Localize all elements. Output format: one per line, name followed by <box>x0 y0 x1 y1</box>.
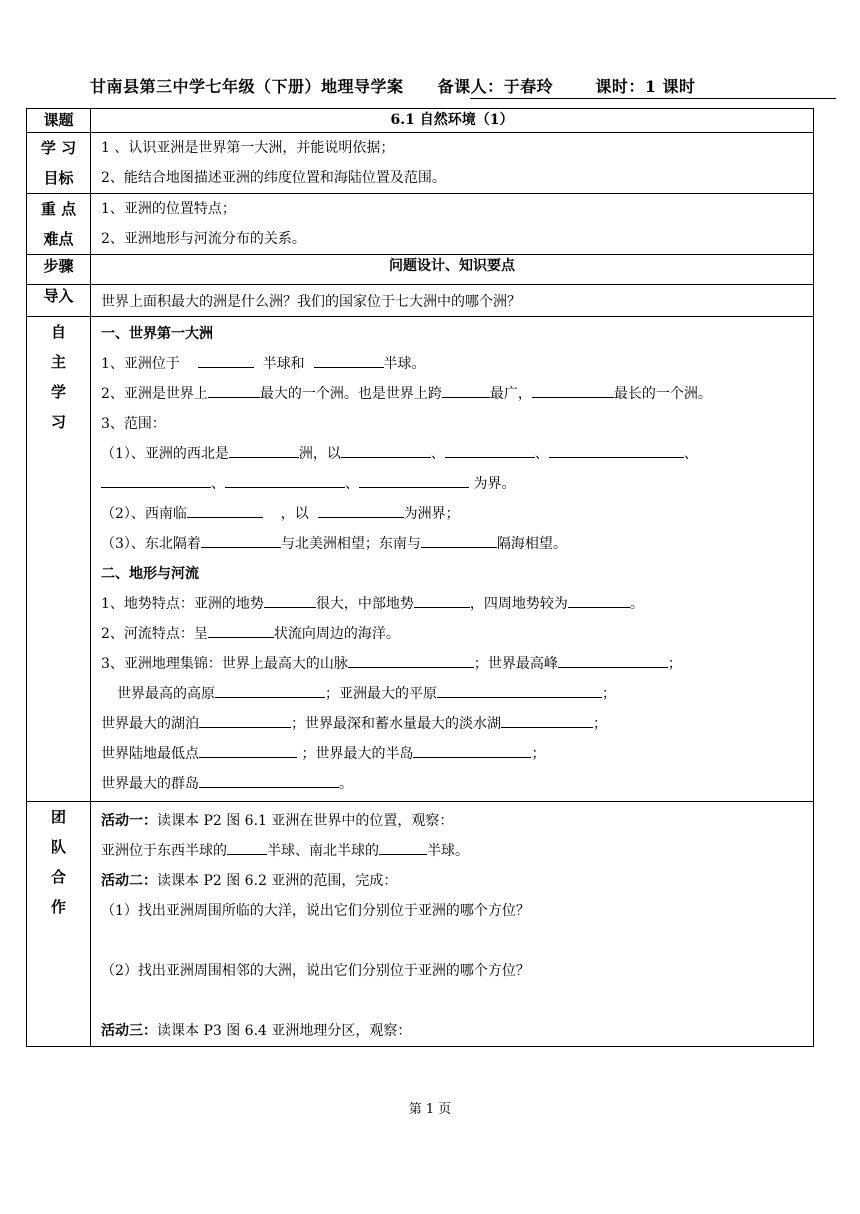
fill-line: 1、地势特点：亚洲的地势 很大，中部地势 ，四周地势较为 。 <box>101 589 803 619</box>
blank[interactable] <box>341 441 431 458</box>
blank[interactable] <box>413 741 531 758</box>
blank[interactable] <box>318 501 404 518</box>
keypoint-item: 2、亚洲地形与河流分布的关系。 <box>101 231 306 247</box>
blank[interactable] <box>501 711 593 728</box>
header-period: 课时：1 课时 <box>595 77 696 96</box>
fill-line: 3、范围： <box>101 416 166 432</box>
intro-value: 世界上面积最大的洲是什么洲？我们的国家位于七大洲中的哪个洲？ <box>91 285 814 317</box>
blank[interactable] <box>227 838 267 855</box>
blank[interactable] <box>359 471 469 488</box>
blank[interactable] <box>348 651 474 668</box>
fill-line: 世界陆地最低点 ；世界最大的半岛 ； <box>101 739 803 769</box>
blank[interactable] <box>549 441 684 458</box>
blank[interactable] <box>421 531 497 548</box>
goal-item: 1 、认识亚洲是世界第一大洲，并能说明依据； <box>101 140 395 156</box>
steps-value: 问题设计、知识要点 <box>91 255 814 285</box>
row-goals <box>27 133 814 194</box>
fill-line: （3）、东北隔着 与北美洲相望；东南与 隔海相望。 <box>101 529 803 559</box>
blank[interactable] <box>208 381 260 398</box>
fill-line: 、 、 为界。 <box>101 469 803 499</box>
blank[interactable] <box>199 711 291 728</box>
steps-label: 步骤 <box>27 255 91 285</box>
blank[interactable] <box>201 531 281 548</box>
activity-line: 活动一：读课本 P2 图 6.1 亚洲在世界中的位置，观察： <box>101 813 454 829</box>
fill-line: 1、亚洲位于 半球和 半球。 <box>101 349 803 379</box>
fill-line: 世界最高的高原 ；亚洲最大的平原 ； <box>101 679 803 709</box>
blank[interactable] <box>532 381 614 398</box>
row-steps <box>27 255 814 285</box>
keypoints-label: 重 点 难点 <box>27 194 91 255</box>
blank[interactable] <box>199 771 339 788</box>
row-team <box>27 802 814 1047</box>
goal-item: 2、能结合地图描述亚洲的纬度位置和海陆位置及范围。 <box>101 170 446 186</box>
keypoints-content <box>91 194 814 255</box>
section-heading: 二、地形与河流 <box>101 566 199 582</box>
blank[interactable] <box>264 591 316 608</box>
row-topic <box>27 109 814 133</box>
activity-title: 活动一： <box>101 813 157 829</box>
header-rule <box>470 98 836 99</box>
blank[interactable] <box>442 381 490 398</box>
blank[interactable] <box>558 651 668 668</box>
blank[interactable] <box>208 621 274 638</box>
blank[interactable] <box>437 681 602 698</box>
blank[interactable] <box>568 591 630 608</box>
page-header <box>90 74 810 97</box>
topic-value: 6.1 自然环境（1） <box>91 109 814 133</box>
header-preparer: 备课人：于春玲 <box>437 77 554 96</box>
blank[interactable] <box>199 741 297 758</box>
team-label: 团 队 合 作 <box>27 802 91 1047</box>
topic-label: 课题 <box>27 109 91 133</box>
blank[interactable] <box>187 501 263 518</box>
blank[interactable] <box>445 441 535 458</box>
header-title: 甘南县第三中学七年级（下册）地理导学案 <box>90 77 404 96</box>
activity-title: 活动三： <box>101 1023 157 1039</box>
activity-line: 活动二：读课本 P2 图 6.2 亚洲的范围，完成： <box>101 873 398 889</box>
goals-label: 学 习 目标 <box>27 133 91 194</box>
blank[interactable] <box>414 591 470 608</box>
fill-line: 世界最大的群岛 。 <box>101 769 803 799</box>
blank[interactable] <box>379 838 427 855</box>
self-study-content <box>91 317 814 802</box>
activity-line: 活动三：读课本 P3 图 6.4 亚洲地理分区，观察： <box>101 1023 412 1039</box>
blank[interactable] <box>314 351 384 368</box>
question: （2）找出亚洲周围相邻的大洲，说出它们分别位于亚洲的哪个方位？ <box>101 963 530 979</box>
row-intro <box>27 285 814 317</box>
fill-line: 3、亚洲地理集锦：世界上最高大的山脉 ；世界最高峰 ； <box>101 649 803 679</box>
lesson-table <box>26 108 814 1047</box>
section-heading: 一、世界第一大洲 <box>101 326 213 342</box>
blank[interactable] <box>229 441 299 458</box>
fill-line: （2）、西南临 ，以 为洲界； <box>101 499 803 529</box>
fill-line: 亚洲位于东西半球的 半球、南北半球的 半球。 <box>101 836 803 866</box>
team-content <box>91 802 814 1047</box>
blank[interactable] <box>225 471 345 488</box>
goals-content <box>91 133 814 194</box>
intro-label: 导入 <box>27 285 91 317</box>
row-keypoints <box>27 194 814 255</box>
fill-line: （1）、亚洲的西北是 洲，以 、 、 、 <box>101 439 803 469</box>
fill-line: 2、亚洲是世界上 最大的一个洲。也是世界上跨 最广， 最长的一个洲。 <box>101 379 803 409</box>
fill-line: 2、河流特点：呈 状流向周边的海洋。 <box>101 619 803 649</box>
page-footer: 第 1 页 <box>408 1102 452 1117</box>
question: （1）找出亚洲周围所临的大洋，说出它们分别位于亚洲的哪个方位？ <box>101 903 530 919</box>
activity-title: 活动二： <box>101 873 157 889</box>
keypoint-item: 1、亚洲的位置特点； <box>101 201 236 217</box>
row-self-study <box>27 317 814 802</box>
blank[interactable] <box>101 471 211 488</box>
self-study-label: 自 主 学 习 <box>27 317 91 802</box>
blank[interactable] <box>215 681 325 698</box>
blank[interactable] <box>198 351 254 368</box>
fill-line: 世界最大的湖泊 ；世界最深和蓄水量最大的淡水湖 ； <box>101 709 803 739</box>
